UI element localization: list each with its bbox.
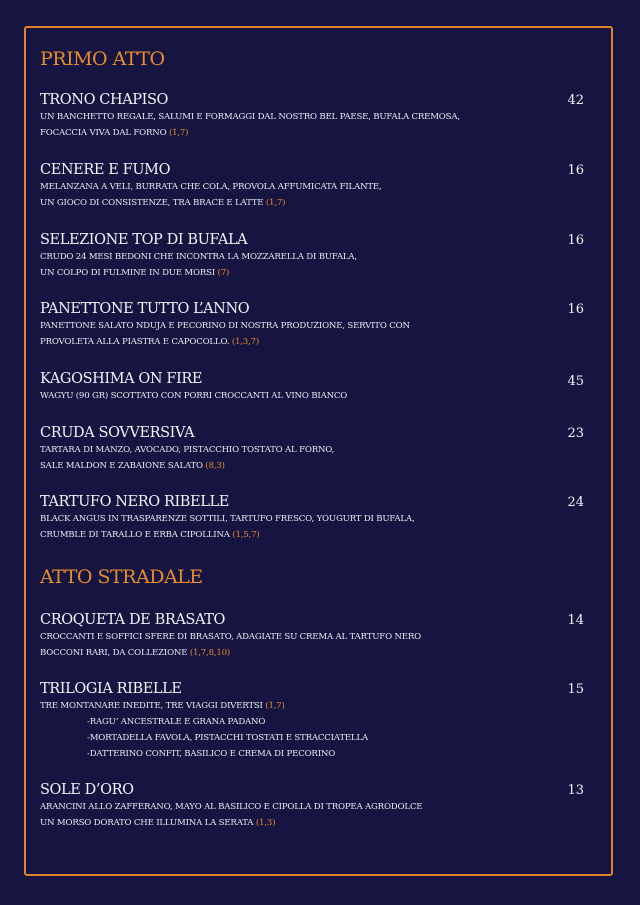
section-title-primo-atto: PRIMO ATTO <box>40 48 165 70</box>
dish-name: SELEZIONE TOP DI BUFALA <box>40 232 248 248</box>
dish-price: 13 <box>567 783 584 798</box>
dish-kagoshima-on-fire <box>40 370 600 404</box>
dish-price: 16 <box>567 302 584 317</box>
dish-name: TARTUFO NERO RIBELLE <box>40 494 229 510</box>
dish-description-line: SALE MALDON E ZABAIONE SALATO (8,3) <box>40 461 225 471</box>
dish-description-line: BOCCONI RARI, DA COLLEZIONE (1,7,8,10) <box>40 648 231 658</box>
dish-description-line: CRUMBLE DI TARALLO E ERBA CIPOLLINA (1,5,7) <box>40 530 260 540</box>
dish-description-line: PANETTONE SALATO NDUJA E PECORINO DI NOSTRA PRODUZIONE, SERVITO CON <box>40 321 410 331</box>
dish-trilogia-ribelle <box>40 680 600 762</box>
dish-name: TRILOGIA RIBELLE <box>40 681 182 697</box>
dish-tartufo-nero-ribelle <box>40 493 600 543</box>
dish-croqueta-de-brasato <box>40 611 600 661</box>
section-title-atto-stradale: ATTO STRADALE <box>40 566 203 588</box>
dish-price: 16 <box>567 233 584 248</box>
dish-description-line: UN MORSO DORATO CHE ILLUMINA LA SERATA (1,3) <box>40 818 276 828</box>
allergen-codes: (7) <box>217 268 230 278</box>
dish-sub-item: -MORTADELLA FAVOLA, PISTACCHI TOSTATI E STRACCIATELLA <box>87 733 368 743</box>
dish-description-line: UN BANCHETTO REGALE, SALUMI E FORMAGGI DAL NOSTRO BEL PAESE, BUFALA CREMOSA, <box>40 112 460 122</box>
allergen-codes: (1,5,7) <box>232 530 260 540</box>
dish-description-line: CROCCANTI E SOFFICI SFERE DI BRASATO, ADAGIATE SU CREMA AL TARTUFO NERO <box>40 632 421 642</box>
dish-name: SOLE D’ORO <box>40 782 134 798</box>
dish-name: PANETTONE TUTTO L’ANNO <box>40 301 250 317</box>
dish-price: 45 <box>567 374 584 389</box>
dish-description-line: ARANCINI ALLO ZAFFERANO, MAYO AL BASILICO E CIPOLLA DI TROPEA AGRODOLCE <box>40 802 423 812</box>
dish-price: 16 <box>567 163 584 178</box>
dish-description-line: BLACK ANGUS IN TRASPARENZE SOTTILI, TARTUFO FRESCO, YOUGURT DI BUFALA, <box>40 514 415 524</box>
dish-description-line: UN GIOCO DI CONSISTENZE, TRA BRACE E LATTE (1,7) <box>40 198 286 208</box>
allergen-codes: (1,7) <box>168 128 189 138</box>
dish-price: 24 <box>567 495 584 510</box>
dish-price: 23 <box>567 426 584 441</box>
dish-sub-item: -DATTERINO CONFIT, BASILICO E CREMA DI PECORINO <box>87 749 336 759</box>
allergen-codes: (1,7) <box>265 198 286 208</box>
dish-description-line: UN COLPO DI FULMINE IN DUE MORSI (7) <box>40 268 230 278</box>
dish-description-line: MELANZANA A VELI, BURRATA CHE COLA, PROVOLA AFFUMICATA FILANTE, <box>40 182 382 192</box>
dish-description-line: CRUDO 24 MESI BEDONI CHE INCONTRA LA MOZZARELLA DI BUFALA, <box>40 252 357 262</box>
dish-name: KAGOSHIMA ON FIRE <box>40 371 203 387</box>
dish-description-line: TRE MONTANARE INEDITE, TRE VIAGGI DIVERTSI (1,7) <box>40 701 285 711</box>
dish-description-line: FOCACCIA VIVA DAL FORNO (1,7) <box>40 128 189 138</box>
allergen-codes: (1,3,7) <box>231 337 260 347</box>
dish-selezione-top-di-bufala <box>40 231 600 281</box>
dish-price: 14 <box>567 613 584 628</box>
dish-description-line: TARTARA DI MANZO, AVOCADO, PISTACCHIO TOSTATO AL FORNO, <box>40 445 335 455</box>
dish-price: 15 <box>567 682 584 697</box>
dish-description-line: PROVOLETA ALLA PIASTRA E CAPOCOLLO. (1,3,7) <box>40 337 260 347</box>
allergen-codes: (1,3) <box>255 818 276 828</box>
allergen-codes: (1,7,8,10) <box>189 648 231 658</box>
dish-sub-item: -RAGU’ ANCESTRALE E GRANA PADANO <box>87 717 266 727</box>
allergen-codes: (8,3) <box>205 461 225 471</box>
dish-trono-chapiso <box>40 91 600 141</box>
dish-price: 42 <box>567 93 584 108</box>
dish-name: CENERE E FUMO <box>40 162 171 178</box>
dish-name: TRONO CHAPISO <box>40 92 168 108</box>
dish-panettone-tutto-lanno <box>40 300 600 350</box>
allergen-codes: (1,7) <box>265 701 285 711</box>
dish-cruda-sovversiva <box>40 424 600 474</box>
dish-cenere-e-fumo <box>40 161 600 211</box>
dish-sole-doro <box>40 781 600 831</box>
dish-name: CROQUETA DE BRASATO <box>40 612 225 628</box>
dish-description-line: WAGYU (90 GR) SCOTTATO CON PORRI CROCCANTI AL VINO BIANCO <box>40 391 348 401</box>
dish-name: CRUDA SOVVERSIVA <box>40 425 195 441</box>
